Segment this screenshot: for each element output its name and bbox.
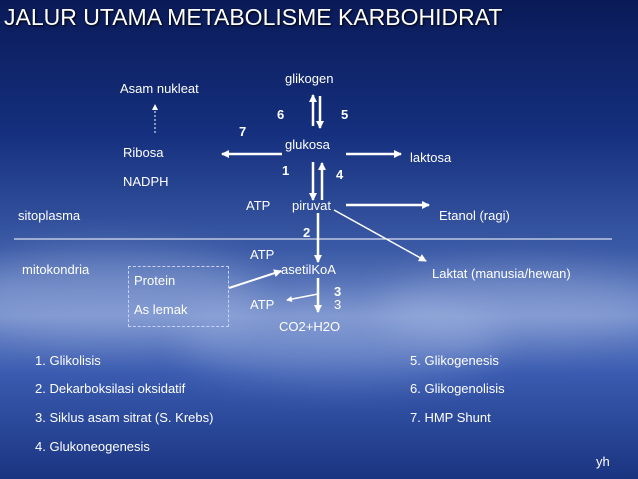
author-initials: yh	[596, 454, 610, 469]
legend-item: 6. Glikogenolisis	[410, 381, 505, 396]
node-nadph: NADPH	[123, 174, 169, 189]
node-laktat: Laktat (manusia/hewan)	[432, 266, 571, 281]
node-glukosa: glukosa	[285, 137, 330, 152]
node-ribosa: Ribosa	[123, 145, 164, 160]
step-number-5: 5	[341, 107, 349, 122]
legend-item: 2. Dekarboksilasi oksidatif	[35, 381, 186, 396]
legend-item: 3. Siklus asam sitrat (S. Krebs)	[35, 410, 214, 425]
node-piruvat: piruvat	[292, 198, 332, 213]
label-sitoplasma: sitoplasma	[18, 208, 81, 223]
node-atp-glikolisis: ATP	[246, 198, 271, 213]
step-number-4: 4	[336, 167, 344, 182]
legend-item: 4. Glukoneogenesis	[35, 439, 150, 454]
arrow-atp-krebs	[287, 294, 318, 300]
arrow-to-laktat	[334, 210, 426, 261]
node-atp-krebs: ATP	[250, 297, 275, 312]
legend-item: 7. HMP Shunt	[410, 410, 491, 425]
node-laktosa: laktosa	[410, 150, 452, 165]
node-etanol: Etanol (ragi)	[439, 208, 510, 223]
atp-count: 3	[334, 297, 342, 312]
node-asam-nukleat: Asam nukleat	[120, 81, 199, 96]
step-number-6: 6	[277, 107, 285, 122]
step-number-3: 3	[334, 284, 342, 299]
node-glikogen: glikogen	[285, 71, 334, 86]
node-atp-dekarboksilasi: ATP	[250, 247, 275, 262]
node-asetilkoa: asetilKoA	[281, 262, 336, 277]
step-number-1: 1	[282, 163, 290, 178]
node-co2-h2o: CO2+H2O	[279, 319, 341, 334]
slide-title: JALUR UTAMA METABOLISME KARBOHIDRAT	[4, 4, 503, 30]
node-as-lemak: As lemak	[134, 302, 188, 317]
legend-item: 1. Glikolisis	[35, 353, 101, 368]
legend-item: 5. Glikogenesis	[410, 353, 499, 368]
label-mitokondria: mitokondria	[22, 262, 90, 277]
step-number-2: 2	[303, 225, 311, 240]
node-protein: Protein	[134, 273, 176, 288]
step-number-7: 7	[239, 124, 247, 139]
arrow-protein-to-asetilkoa	[229, 271, 281, 288]
